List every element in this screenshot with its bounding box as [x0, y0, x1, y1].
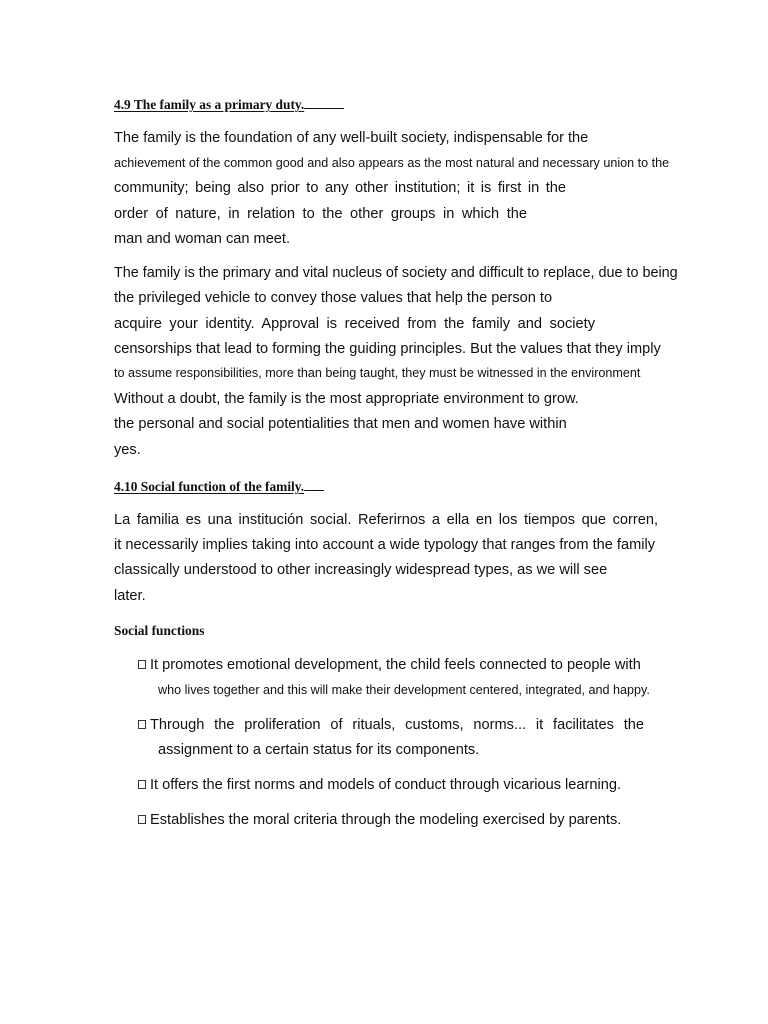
list-item: It promotes emotional development, the child feels connected to people with	[138, 656, 641, 674]
paragraph-line: it necessarily implies taking into account a wide typology that ranges from the family	[114, 537, 656, 553]
list-item-continuation: assignment to a certain status for its components.	[158, 742, 480, 758]
paragraph-line: later.	[114, 588, 146, 604]
paragraph-line: order of nature, in relation to the other groups in which the	[114, 206, 527, 222]
list-item: Establishes the moral criteria through the modeling exercised by parents.	[138, 811, 621, 829]
paragraph-line: La familia es una institución social. Referirnos a ella en los tiempos que corren,	[114, 512, 658, 528]
list-item: Through the proliferation of rituals, customs, norms... it facilitates the	[138, 716, 644, 734]
paragraph-line: man and woman can meet.	[114, 231, 291, 247]
paragraph-line: The family is the primary and vital nucleus of society and difficult to replace, due to being	[114, 265, 678, 281]
paragraph-line: classically understood to other increasingly widespread types, as we will see	[114, 562, 608, 578]
paragraph-line: censorships that lead to forming the guiding principles. But the values that they imply	[114, 341, 661, 357]
bullet-box-icon	[138, 720, 146, 729]
bullet-box-icon	[138, 815, 146, 824]
paragraph-line: Without a doubt, the family is the most appropriate environment to grow.	[114, 391, 579, 407]
paragraph-line: acquire your identity. Approval is received from the family and society	[114, 316, 595, 332]
subheading-social-functions: Social functions	[114, 623, 205, 638]
paragraph-line: the personal and social potentialities that men and women have within	[114, 416, 567, 432]
bullet-box-icon	[138, 780, 146, 789]
paragraph-line: the privileged vehicle to convey those values that help the person to	[114, 290, 553, 306]
bullet-box-icon	[138, 660, 146, 669]
paragraph-line: to assume responsibilities, more than being taught, they must be witnessed in the environment	[114, 366, 641, 380]
list-item: It offers the first norms and models of conduct through vicarious learning.	[138, 776, 621, 794]
paragraph-line: achievement of the common good and also appears as the most natural and necessary union to the	[114, 156, 670, 170]
section-heading-4-10: 4.10 Social function of the family.	[114, 477, 324, 496]
paragraph-line: community; being also prior to any other institution; it is first in the	[114, 180, 566, 196]
section-heading-4-9: 4.9 The family as a primary duty.	[114, 95, 344, 114]
paragraph-line: The family is the foundation of any well-built society, indispensable for the	[114, 130, 589, 146]
list-item-continuation: who lives together and this will make their development centered, integrated, and happy.	[158, 683, 650, 697]
paragraph-line: yes.	[114, 442, 141, 458]
